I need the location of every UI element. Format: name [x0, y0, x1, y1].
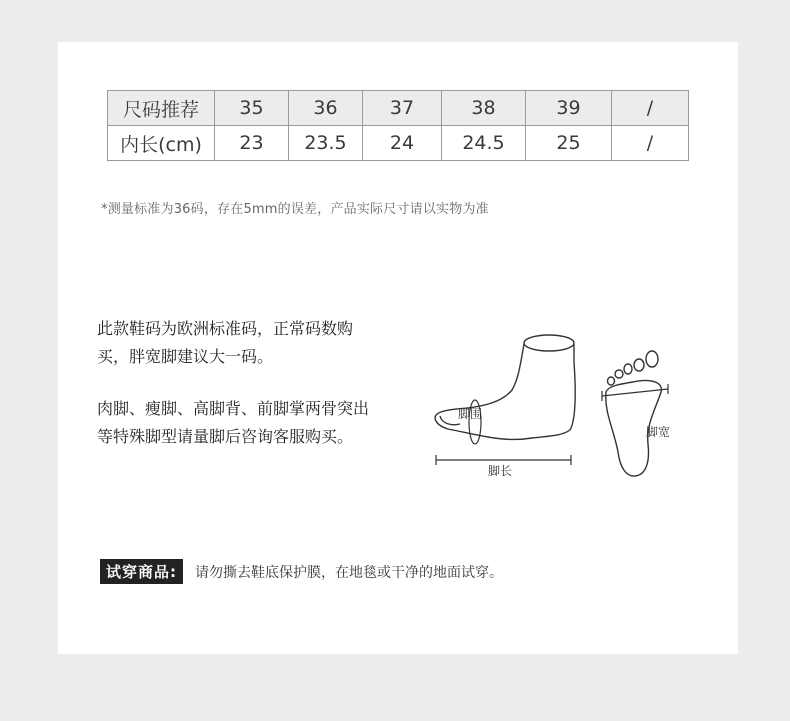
length-row-label: 内长(cm)	[108, 126, 215, 161]
size-cell: /	[612, 91, 689, 126]
width-label: 脚宽	[646, 425, 671, 439]
footprint-icon	[606, 351, 662, 476]
length-cell: 25	[526, 126, 612, 161]
special-foot-advice-text: 肉脚、瘦脚、高脚背、前脚掌两骨突出等特殊脚型请量脚后咨询客服购买。	[97, 399, 370, 446]
length-cell: 23.5	[289, 126, 363, 161]
try-on-text: 请勿撕去鞋底保护膜，在地毯或干净的地面试穿。	[195, 564, 503, 581]
size-cell: 39	[526, 91, 612, 126]
length-cell: 23	[215, 126, 289, 161]
girth-label: 脚围	[458, 407, 483, 421]
length-cell: /	[612, 126, 689, 161]
size-cell: 37	[363, 91, 442, 126]
measurement-note: *测量标准为36码，存在5mm的误差，产品实际尺寸请以实物为准	[101, 202, 489, 217]
size-row	[108, 91, 689, 126]
size-table	[107, 90, 689, 161]
size-cell: 38	[442, 91, 526, 126]
foot-side-icon	[435, 335, 575, 440]
length-cell: 24	[363, 126, 442, 161]
content-card	[58, 42, 738, 654]
size-cell: 35	[215, 91, 289, 126]
size-cell: 36	[289, 91, 363, 126]
length-label: 脚长	[488, 464, 513, 478]
size-advice-text: 此款鞋码为欧洲标准码，正常码数购买，胖宽脚建议大一码。	[97, 319, 354, 366]
try-on-badge: 试穿商品:	[100, 559, 183, 584]
size-row-label: 尺码推荐	[108, 91, 215, 126]
length-cell: 24.5	[442, 126, 526, 161]
length-row	[108, 126, 689, 161]
foot-measurement-diagram	[428, 312, 688, 482]
try-on-notice	[100, 559, 503, 584]
